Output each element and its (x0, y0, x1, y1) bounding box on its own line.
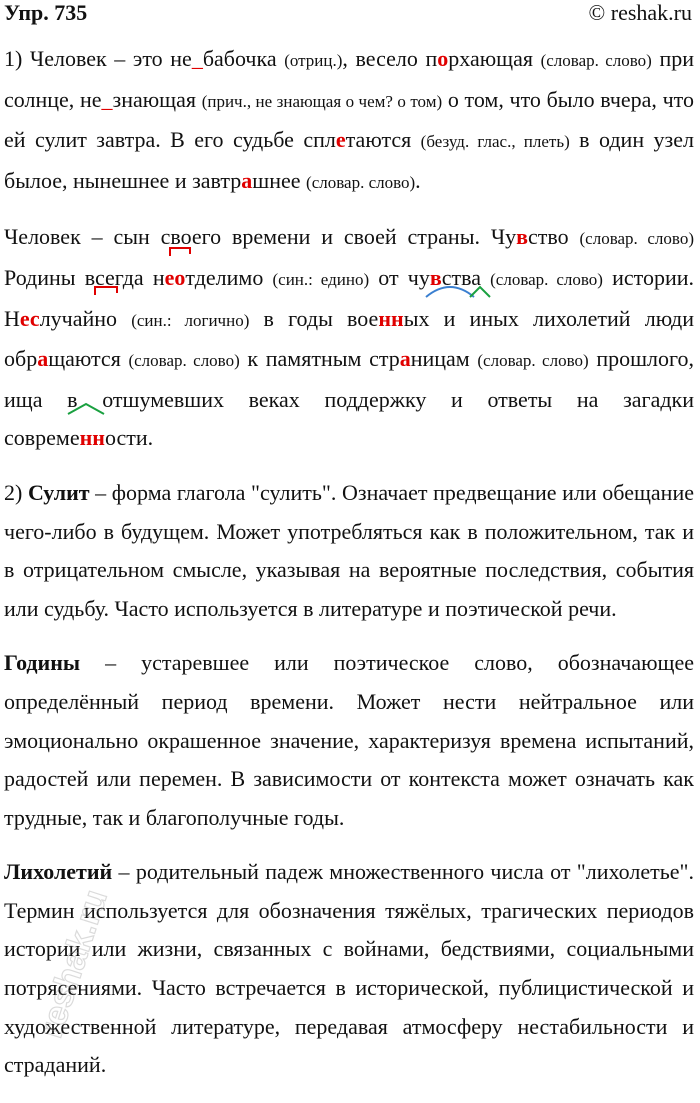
space-underscore: _ (101, 86, 113, 112)
highlight-letter: в (429, 264, 442, 290)
paragraph-1 (4, 40, 694, 202)
text-run: . (415, 167, 421, 193)
text-run: рхающая (448, 46, 541, 71)
note: (прич., не знающая о чем? о том) (201, 91, 443, 111)
note: (словар. слово) (540, 51, 652, 70)
highlight-letter: нн (378, 305, 404, 331)
text-run: ости. (104, 425, 154, 451)
note: (словар. слово) (128, 351, 240, 371)
text-run: шнее (252, 167, 307, 193)
text-run: к памятным стр (239, 346, 400, 372)
text-run: ых и иных лихолетий люди обр (4, 305, 694, 372)
definition: – родительный падеж множественного числа от "лихолетье". Термин используется для обозначения тяжёлых, трагических периодов истории или жизни, связанных с войнами, бедствиями, социальными потрясениями. Часто встречается в исторической, публицистической и художественной литературе, передавая атмосферу нестабильности и страданий. (4, 859, 694, 1078)
text-run: таются (345, 127, 421, 153)
text-run: Родины всегда н (4, 264, 165, 290)
note: (син.: едино) (272, 269, 370, 289)
text-run: лучайно (39, 305, 132, 331)
text-run: в годы вое (249, 305, 379, 331)
text-run: в один узел былое, нынешнее и завтр (4, 127, 694, 193)
text-run: о том, что было вчера, что ей сулит завтра. В его судьбе спл (4, 86, 694, 153)
text-run: ства (441, 264, 491, 290)
note: (отриц.) (284, 51, 343, 70)
space-underscore: _ (191, 46, 203, 71)
text-run: щаются (48, 346, 129, 372)
term: Лихолетий (4, 859, 113, 885)
exercise-title: Упр. 735 (4, 0, 88, 25)
watermark-text: reshak.ru (31, 885, 115, 1043)
site-credit: © reshak.ru (588, 0, 692, 25)
text-run: прошлого, ища в отшумевших веках поддержку и ответы на загадки совреме (4, 346, 694, 451)
text-run: Человек – сын своего времени и своей страны. Чу (4, 224, 517, 250)
text-run: знающая (112, 86, 202, 112)
note: (син.: логично) (131, 310, 250, 330)
text-run: от чу (369, 264, 430, 290)
highlight-letter: ес (19, 305, 40, 331)
highlight-letter: нн (79, 425, 105, 451)
text-run: при солнце, не (4, 46, 694, 112)
text-run: , весело п (342, 46, 438, 71)
term: Годины (4, 650, 81, 676)
definition: – форма глагола "сулить". Означает предвещание или обещание чего-либо в будущем. Может употребляться как в положительном, так и в отрицательном смысле, указывая на вероятные последствия, события или судьбу. Часто используется в литературе и поэтической речи. (4, 479, 694, 621)
text-run: ство (528, 224, 580, 250)
note: (словар. слово) (306, 172, 416, 192)
note: (безуд. глас., плеть) (420, 132, 570, 152)
list-number: 2) (4, 479, 28, 505)
note: (словар. слово) (490, 269, 603, 289)
paragraph-4 (4, 644, 694, 837)
highlight-letter: а (399, 346, 411, 372)
content (4, 40, 694, 1095)
highlight-letter: о (437, 46, 449, 71)
text-run: ницам (410, 346, 478, 372)
paragraph-2 (4, 218, 694, 458)
text-run: 1) Человек – это не (4, 46, 192, 71)
highlight-letter: ео (164, 264, 186, 290)
note: (словар. слово) (477, 351, 589, 371)
highlight-letter: а (37, 346, 49, 372)
text-run: бабочка (202, 46, 285, 71)
text-run: тделимо (185, 264, 273, 290)
text-run: истории. Н (4, 264, 695, 331)
note: (словар. слово) (579, 229, 694, 249)
paragraph-3 (4, 474, 694, 628)
paragraph-5 (4, 853, 694, 1085)
highlight-letter: е (335, 127, 346, 153)
definition: – устаревшее или поэтическое слово, обозначающее определённый период времени. Может нести нейтральное или эмоционально окрашенное значение, характеризуя времена испытаний, радостей или перемен. В зависимости от контекста может означать как трудные, так и благополучные годы. (4, 650, 694, 830)
page-header (0, 0, 700, 28)
highlight-letter: в (516, 224, 529, 250)
highlight-letter: а (241, 167, 253, 193)
term: Сулит (27, 479, 90, 505)
